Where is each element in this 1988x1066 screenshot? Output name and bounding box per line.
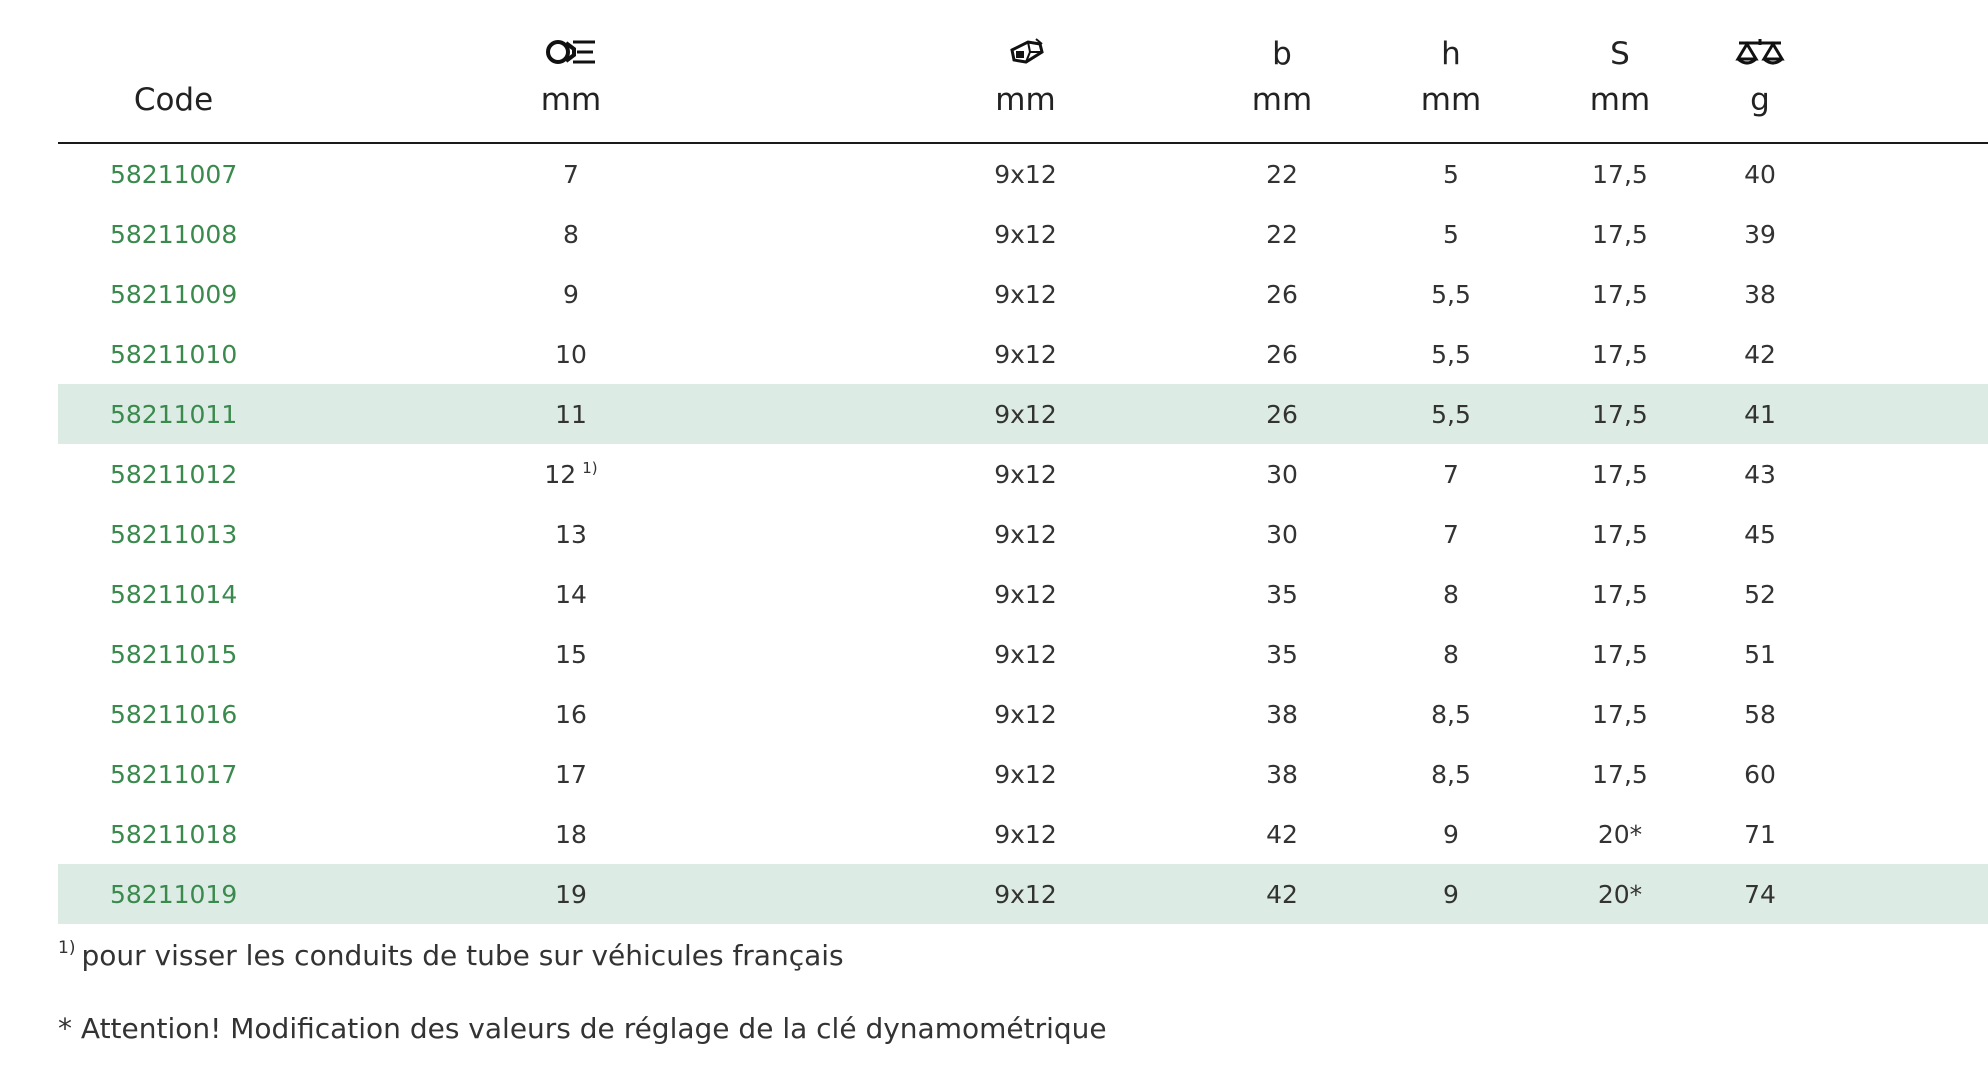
cell-b (1198, 640, 1366, 669)
product-code-link-value[interactable]: 58211011 (110, 399, 238, 429)
product-code-link[interactable] (58, 580, 289, 609)
cell-h (1366, 760, 1536, 789)
cell-drive-value: 9x12 (994, 159, 1057, 189)
cell-drive-value: 9x12 (994, 819, 1057, 849)
product-code-link-value[interactable]: 58211013 (110, 519, 238, 549)
cell-drive-value: 9x12 (994, 339, 1057, 369)
product-code-link-value[interactable]: 58211015 (110, 639, 238, 669)
product-code-link[interactable] (58, 640, 289, 669)
header-code (58, 0, 289, 142)
cell-s-value: 17,5 (1592, 579, 1648, 609)
cell-h-value: 8 (1443, 579, 1459, 609)
cell-weight (1704, 460, 1816, 489)
product-code-link[interactable] (58, 460, 289, 489)
product-code-link[interactable] (58, 220, 289, 249)
product-code-link[interactable] (58, 880, 289, 909)
cell-h-value: 9 (1443, 879, 1459, 909)
cell-b-value: 22 (1266, 219, 1298, 249)
footnote-marker: 1) (582, 459, 598, 477)
table-row (58, 144, 1988, 204)
cell-h (1366, 400, 1536, 429)
cell-s (1536, 220, 1704, 249)
header-s (1536, 0, 1704, 142)
cell-s-value: 20* (1597, 879, 1643, 909)
header-b-letter: b (1272, 36, 1292, 72)
cell-size (289, 220, 853, 249)
cell-h-value: 5 (1443, 159, 1459, 189)
cell-h (1366, 220, 1536, 249)
cell-s (1536, 280, 1704, 309)
cell-size (289, 520, 853, 549)
footnote-1-text: pour visser les conduits de tube sur véhicules français (81, 939, 844, 972)
weight-scale-icon (1704, 32, 1816, 72)
product-code-link[interactable] (58, 400, 289, 429)
cell-s (1536, 460, 1704, 489)
table-row (58, 864, 1988, 924)
header-square-drive-unit: mm (995, 82, 1056, 118)
cell-drive (853, 880, 1198, 909)
cell-weight (1704, 340, 1816, 369)
cell-drive-value: 9x12 (994, 579, 1057, 609)
cell-size (289, 760, 853, 789)
footnote-2 (58, 1012, 1107, 1045)
header-square-drive (853, 0, 1198, 142)
cell-s-value: 17,5 (1592, 279, 1648, 309)
cell-b-value: 26 (1266, 339, 1298, 369)
cell-s-value: 17,5 (1592, 639, 1648, 669)
header-wrench-size (289, 0, 853, 142)
cell-size-value: 15 (555, 639, 587, 669)
product-code-link[interactable] (58, 280, 289, 309)
product-code-link[interactable] (58, 520, 289, 549)
cell-h-value: 7 (1443, 459, 1459, 489)
cell-drive (853, 160, 1198, 189)
cell-weight (1704, 820, 1816, 849)
cell-size-value: 19 (555, 879, 587, 909)
cell-size-value: 8 (563, 219, 579, 249)
cell-b (1198, 340, 1366, 369)
cell-b (1198, 520, 1366, 549)
cell-s-value: 17,5 (1592, 519, 1648, 549)
cell-s-value: 17,5 (1592, 219, 1648, 249)
cell-weight-value: 43 (1744, 459, 1776, 489)
header-b (1198, 0, 1366, 142)
square-drive-icon (853, 32, 1198, 72)
footnote-2-text: * Attention! Modification des valeurs de réglage de la clé dynamométrique (58, 1012, 1107, 1045)
cell-b-value: 22 (1266, 159, 1298, 189)
cell-size (289, 340, 853, 369)
cell-h-value: 8,5 (1431, 759, 1471, 789)
table-row (58, 804, 1988, 864)
table-row (58, 384, 1988, 444)
cell-h-value: 8,5 (1431, 699, 1471, 729)
cell-size-value: 7 (563, 159, 579, 189)
cell-drive (853, 580, 1198, 609)
cell-s-value: 17,5 (1592, 459, 1648, 489)
cell-s (1536, 520, 1704, 549)
table-row (58, 444, 1988, 504)
product-code-link[interactable] (58, 340, 289, 369)
cell-weight (1704, 160, 1816, 189)
cell-weight-value: 71 (1744, 819, 1776, 849)
cell-size-value: 11 (555, 399, 587, 429)
product-code-link-value[interactable]: 58211009 (110, 279, 238, 309)
cell-h-value: 5 (1443, 219, 1459, 249)
cell-h (1366, 520, 1536, 549)
cell-drive-value: 9x12 (994, 699, 1057, 729)
cell-s (1536, 700, 1704, 729)
cell-b-value: 30 (1266, 459, 1298, 489)
cell-s (1536, 640, 1704, 669)
cell-s (1536, 580, 1704, 609)
table-row (58, 504, 1988, 564)
cell-h (1366, 880, 1536, 909)
cell-h (1366, 820, 1536, 849)
cell-h-value: 5,5 (1431, 339, 1471, 369)
cell-size (289, 160, 853, 189)
cell-b (1198, 700, 1366, 729)
header-b-unit: mm (1251, 82, 1313, 118)
cell-drive-value: 9x12 (994, 759, 1057, 789)
cell-weight (1704, 400, 1816, 429)
cell-b-value: 35 (1266, 639, 1298, 669)
header-h-letter: h (1441, 36, 1461, 72)
cell-size (289, 459, 853, 489)
cell-drive (853, 340, 1198, 369)
cell-b-value: 35 (1266, 579, 1298, 609)
product-code-link-value[interactable]: 58211018 (110, 819, 238, 849)
cell-size-value: 12 (544, 460, 577, 489)
cell-b-value: 38 (1266, 699, 1298, 729)
cell-h (1366, 580, 1536, 609)
cell-weight-value: 41 (1744, 399, 1776, 429)
product-code-link[interactable] (58, 700, 289, 729)
cell-size (289, 880, 853, 909)
cell-h-value: 8 (1443, 639, 1459, 669)
cell-h (1366, 340, 1536, 369)
cell-h-value: 9 (1443, 819, 1459, 849)
cell-s-value: 17,5 (1592, 759, 1648, 789)
cell-b-value: 42 (1266, 879, 1298, 909)
cell-size (289, 580, 853, 609)
cell-weight (1704, 580, 1816, 609)
cell-drive (853, 820, 1198, 849)
cell-s (1536, 760, 1704, 789)
header-wrench-size-unit: mm (540, 82, 602, 118)
cell-s-value: 17,5 (1592, 159, 1648, 189)
cell-drive (853, 400, 1198, 429)
cell-weight-value: 58 (1744, 699, 1776, 729)
cell-b-value: 42 (1266, 819, 1298, 849)
table-row (58, 324, 1988, 384)
cell-weight-value: 40 (1744, 159, 1776, 189)
cell-drive (853, 520, 1198, 549)
cell-weight-value: 42 (1744, 339, 1776, 369)
product-code-link-value[interactable]: 58211010 (110, 339, 238, 369)
cell-b (1198, 280, 1366, 309)
cell-h (1366, 640, 1536, 669)
header-weight-unit: g (1750, 82, 1770, 118)
cell-drive (853, 460, 1198, 489)
cell-s-value: 17,5 (1592, 699, 1648, 729)
cell-s (1536, 820, 1704, 849)
cell-weight (1704, 700, 1816, 729)
product-code-link[interactable] (58, 820, 289, 849)
cell-size (289, 820, 853, 849)
cell-weight-value: 60 (1744, 759, 1776, 789)
cell-drive-value: 9x12 (994, 879, 1057, 909)
product-code-link[interactable] (58, 760, 289, 789)
table-header (58, 0, 1988, 144)
cell-b-value: 38 (1266, 759, 1298, 789)
product-code-link-value[interactable]: 58211012 (110, 459, 238, 489)
cell-drive (853, 280, 1198, 309)
table-row (58, 564, 1988, 624)
cell-size-value: 13 (555, 519, 587, 549)
product-code-link-value[interactable]: 58211008 (110, 219, 238, 249)
cell-size (289, 700, 853, 729)
cell-drive (853, 640, 1198, 669)
product-table (58, 0, 1988, 924)
cell-h-value: 5,5 (1431, 399, 1471, 429)
cell-size (289, 400, 853, 429)
cell-s-value: 20* (1597, 819, 1643, 849)
table-body (58, 144, 1988, 924)
cell-drive-value: 9x12 (994, 399, 1057, 429)
cell-size-value: 18 (555, 819, 587, 849)
cell-drive (853, 760, 1198, 789)
cell-b (1198, 400, 1366, 429)
footnote-1-marker: 1) (58, 938, 76, 958)
cell-drive-value: 9x12 (994, 639, 1057, 669)
cell-h (1366, 460, 1536, 489)
header-h-unit: mm (1420, 82, 1482, 118)
cell-weight (1704, 640, 1816, 669)
cell-weight (1704, 880, 1816, 909)
wrench-size-icon (289, 32, 853, 72)
header-code-label: Code (133, 82, 214, 118)
cell-weight-value: 39 (1744, 219, 1776, 249)
cell-weight-value: 52 (1744, 579, 1776, 609)
cell-b (1198, 820, 1366, 849)
product-code-link-value[interactable]: 58211016 (110, 699, 238, 729)
cell-weight (1704, 280, 1816, 309)
cell-h (1366, 700, 1536, 729)
cell-weight-value: 45 (1744, 519, 1776, 549)
table-row (58, 684, 1988, 744)
cell-size (289, 280, 853, 309)
product-code-link-value[interactable]: 58211014 (110, 579, 238, 609)
cell-b (1198, 160, 1366, 189)
cell-b-value: 26 (1266, 279, 1298, 309)
cell-drive-value: 9x12 (994, 519, 1057, 549)
cell-weight-value: 38 (1744, 279, 1776, 309)
cell-weight-value: 51 (1744, 639, 1776, 669)
cell-b (1198, 220, 1366, 249)
table-row (58, 204, 1988, 264)
cell-b-value: 30 (1266, 519, 1298, 549)
cell-size-value: 9 (563, 279, 579, 309)
cell-b (1198, 760, 1366, 789)
header-weight (1704, 0, 1816, 142)
cell-size (289, 640, 853, 669)
cell-b-value: 26 (1266, 399, 1298, 429)
cell-weight (1704, 220, 1816, 249)
cell-b (1198, 460, 1366, 489)
cell-weight (1704, 760, 1816, 789)
header-s-letter: S (1610, 36, 1630, 72)
cell-size-value: 17 (555, 759, 587, 789)
table-row (58, 624, 1988, 684)
product-code-link-value[interactable]: 58211019 (110, 879, 238, 909)
cell-b (1198, 880, 1366, 909)
header-h (1366, 0, 1536, 142)
cell-s-value: 17,5 (1592, 339, 1648, 369)
cell-drive-value: 9x12 (994, 459, 1057, 489)
cell-s (1536, 160, 1704, 189)
cell-drive (853, 220, 1198, 249)
table-row (58, 744, 1988, 804)
cell-s (1536, 400, 1704, 429)
footnote-1 (58, 938, 844, 972)
cell-h (1366, 160, 1536, 189)
cell-drive (853, 700, 1198, 729)
cell-s (1536, 340, 1704, 369)
cell-size-value: 10 (555, 339, 587, 369)
cell-h-value: 7 (1443, 519, 1459, 549)
product-code-link-value[interactable]: 58211017 (110, 759, 238, 789)
cell-h (1366, 280, 1536, 309)
cell-size-value: 16 (555, 699, 587, 729)
cell-s-value: 17,5 (1592, 399, 1648, 429)
product-code-link[interactable] (58, 160, 289, 189)
cell-drive-value: 9x12 (994, 219, 1057, 249)
cell-h-value: 5,5 (1431, 279, 1471, 309)
table-row (58, 264, 1988, 324)
cell-drive-value: 9x12 (994, 279, 1057, 309)
cell-weight (1704, 520, 1816, 549)
header-s-unit: mm (1589, 82, 1651, 118)
cell-s (1536, 880, 1704, 909)
product-code-link-value[interactable]: 58211007 (110, 159, 238, 189)
cell-b (1198, 580, 1366, 609)
cell-size-value: 14 (555, 579, 587, 609)
cell-weight-value: 74 (1744, 879, 1776, 909)
